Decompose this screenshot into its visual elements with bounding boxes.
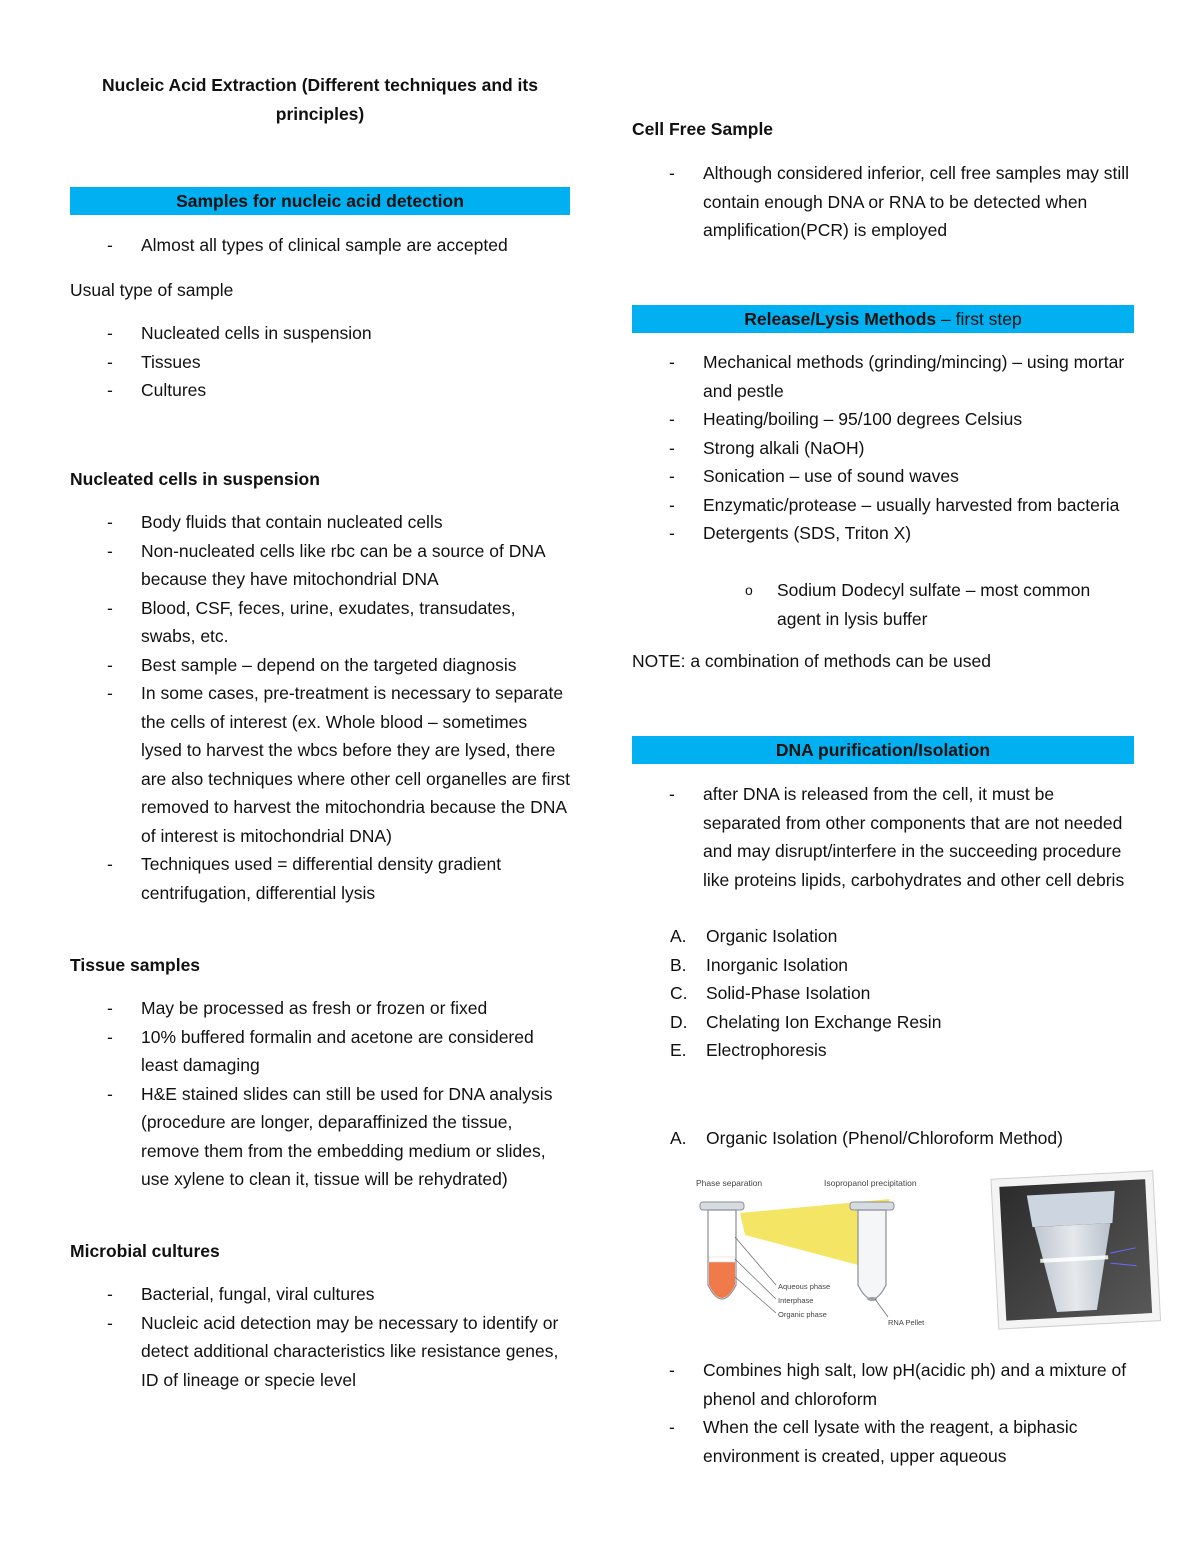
list-item: - Best sample – depend on the targeted diagnosis <box>107 654 517 675</box>
lysis-list <box>632 348 1134 548</box>
list-item: - Combines high salt, low pH(acidic ph) and a mixture of phenol and chloroform <box>669 1360 1127 1409</box>
list-item: - Strong alkali (NaOH) <box>669 437 865 458</box>
label-interphase: Interphase <box>778 1296 814 1305</box>
intro-list <box>70 231 570 260</box>
list-item: - Blood, CSF, feces, urine, exudates, transudates, swabs, etc. <box>107 597 516 646</box>
list-item: - Tissues <box>107 351 201 372</box>
heading-nucleated: Nucleated cells in suspension <box>70 469 320 489</box>
list-item: o Sodium Dodecyl sulfate – most common agent in lysis buffer <box>745 580 1091 629</box>
organic-list <box>632 1356 1134 1470</box>
label-rna-pellet: RNA Pellet <box>888 1318 925 1327</box>
label-phase-separation: Phase separation <box>696 1178 763 1188</box>
list-item: - H&E stained slides can still be used for DNA analysis (procedure are longer, deparaffinized the tissue, remove them from the embedding medium or slides, use xylene to clean it, tissue will be rehydrated) <box>107 1083 553 1189</box>
list-item: D. Chelating Ion Exchange Resin <box>670 1011 942 1032</box>
list-item: - May be processed as fresh or frozen or fixed <box>107 998 488 1018</box>
list-item: - When the cell lysate with the reagent, a biphasic environment is created, upper aqueous <box>669 1417 1078 1466</box>
section-band-lysis <box>632 305 1134 333</box>
tissue-list <box>70 994 570 1194</box>
list-item: - Cultures <box>107 380 207 400</box>
list-item: - In some cases, pre-treatment is necessary to separate the cells of interest (ex. Whole blood – sometimes lysed to harvest the wbcs before they are lysed, there are also techniques where other cell organelles are first removed to harvest the mitochondria because the DNA of interest is mitochondrial DNA) <box>107 683 570 846</box>
list-item: - Heating/boiling – 95/100 degrees Celsius <box>669 409 1023 429</box>
list-item: - Bacterial, fungal, viral cultures <box>107 1284 375 1304</box>
band-label: DNA purification/Isolation <box>775 740 991 760</box>
heading-microbial: Microbial cultures <box>70 1241 220 1261</box>
list-item: - Detergents (SDS, Triton X) <box>669 523 912 543</box>
list-item: - Non-nucleated cells like rbc can be a source of DNA because they have mitochondrial DNA <box>107 540 545 589</box>
label-isopropanol: Isopropanol precipitation <box>824 1178 917 1188</box>
list-item: B. Inorganic Isolation <box>670 954 849 975</box>
list-item: A. Organic Isolation (Phenol/Chloroform Method) <box>670 1128 1063 1148</box>
list-item: A. Organic Isolation <box>670 926 838 946</box>
cell-free-list <box>632 159 1134 245</box>
list-item: - Sonication – use of sound waves <box>669 466 959 486</box>
list-item: - Body fluids that contain nucleated cells <box>107 512 443 532</box>
list-item: - Almost all types of clinical sample are accepted <box>107 235 508 255</box>
heading-tissue: Tissue samples <box>70 955 201 975</box>
note-text: NOTE: a combination of methods can be used <box>632 651 991 671</box>
list-item: - Enzymatic/protease – usually harvested from bacteria <box>669 494 1120 515</box>
band-label: Release/Lysis Methods <box>744 309 937 329</box>
list-item: - Nucleated cells in suspension <box>107 323 372 343</box>
method-list <box>632 922 1134 1065</box>
label-organic-phase: Organic phase <box>778 1310 827 1319</box>
section-band-purification <box>632 736 1134 764</box>
microbial-list <box>70 1280 570 1394</box>
label-aqueous-phase: Aqueous phase <box>778 1282 831 1291</box>
heading-cell-free: Cell Free Sample <box>632 119 774 139</box>
phenol-chloroform-figure <box>690 1165 1168 1335</box>
organic-heading <box>632 1124 1134 1153</box>
list-item: - Nucleic acid detection may be necessary to identify or detect additional characteristics like resistance genes, ID of lineage or specie level <box>107 1312 559 1390</box>
list-item: - after DNA is released from the cell, it must be separated from other components that are not needed and may disrupt/interfere in the succeeding procedure like proteins lipids, carbohydrates and other cell debris <box>669 784 1125 890</box>
lysis-sublist <box>632 576 1134 633</box>
nucleated-list <box>70 508 570 907</box>
usual-sample-label: Usual type of sample <box>70 280 234 300</box>
list-item: - 10% buffered formalin and acetone are considered least damaging <box>107 1026 534 1075</box>
list-item: - Although considered inferior, cell free samples may still contain enough DNA or RNA to be detected when amplification(PCR) is employed <box>669 163 1130 240</box>
tube-phase-separation-icon <box>700 1202 744 1299</box>
tube-photo <box>991 1171 1161 1329</box>
document-title: Nucleic Acid Extraction (Different techniques and its principles) <box>102 75 538 124</box>
usual-sample-list <box>70 319 570 405</box>
purification-list <box>632 780 1134 894</box>
band-label-rest: – first step <box>936 309 1022 329</box>
section-band-samples <box>70 187 570 215</box>
list-item: E. Electrophoresis <box>670 1040 827 1060</box>
list-item: - Techniques used = differential density gradient centrifugation, differential lysis <box>107 854 502 903</box>
list-item: - Mechanical methods (grinding/mincing) – using mortar and pestle <box>669 352 1125 401</box>
list-item: C. Solid-Phase Isolation <box>670 983 871 1003</box>
band-label: Samples for nucleic acid detection <box>176 191 464 211</box>
